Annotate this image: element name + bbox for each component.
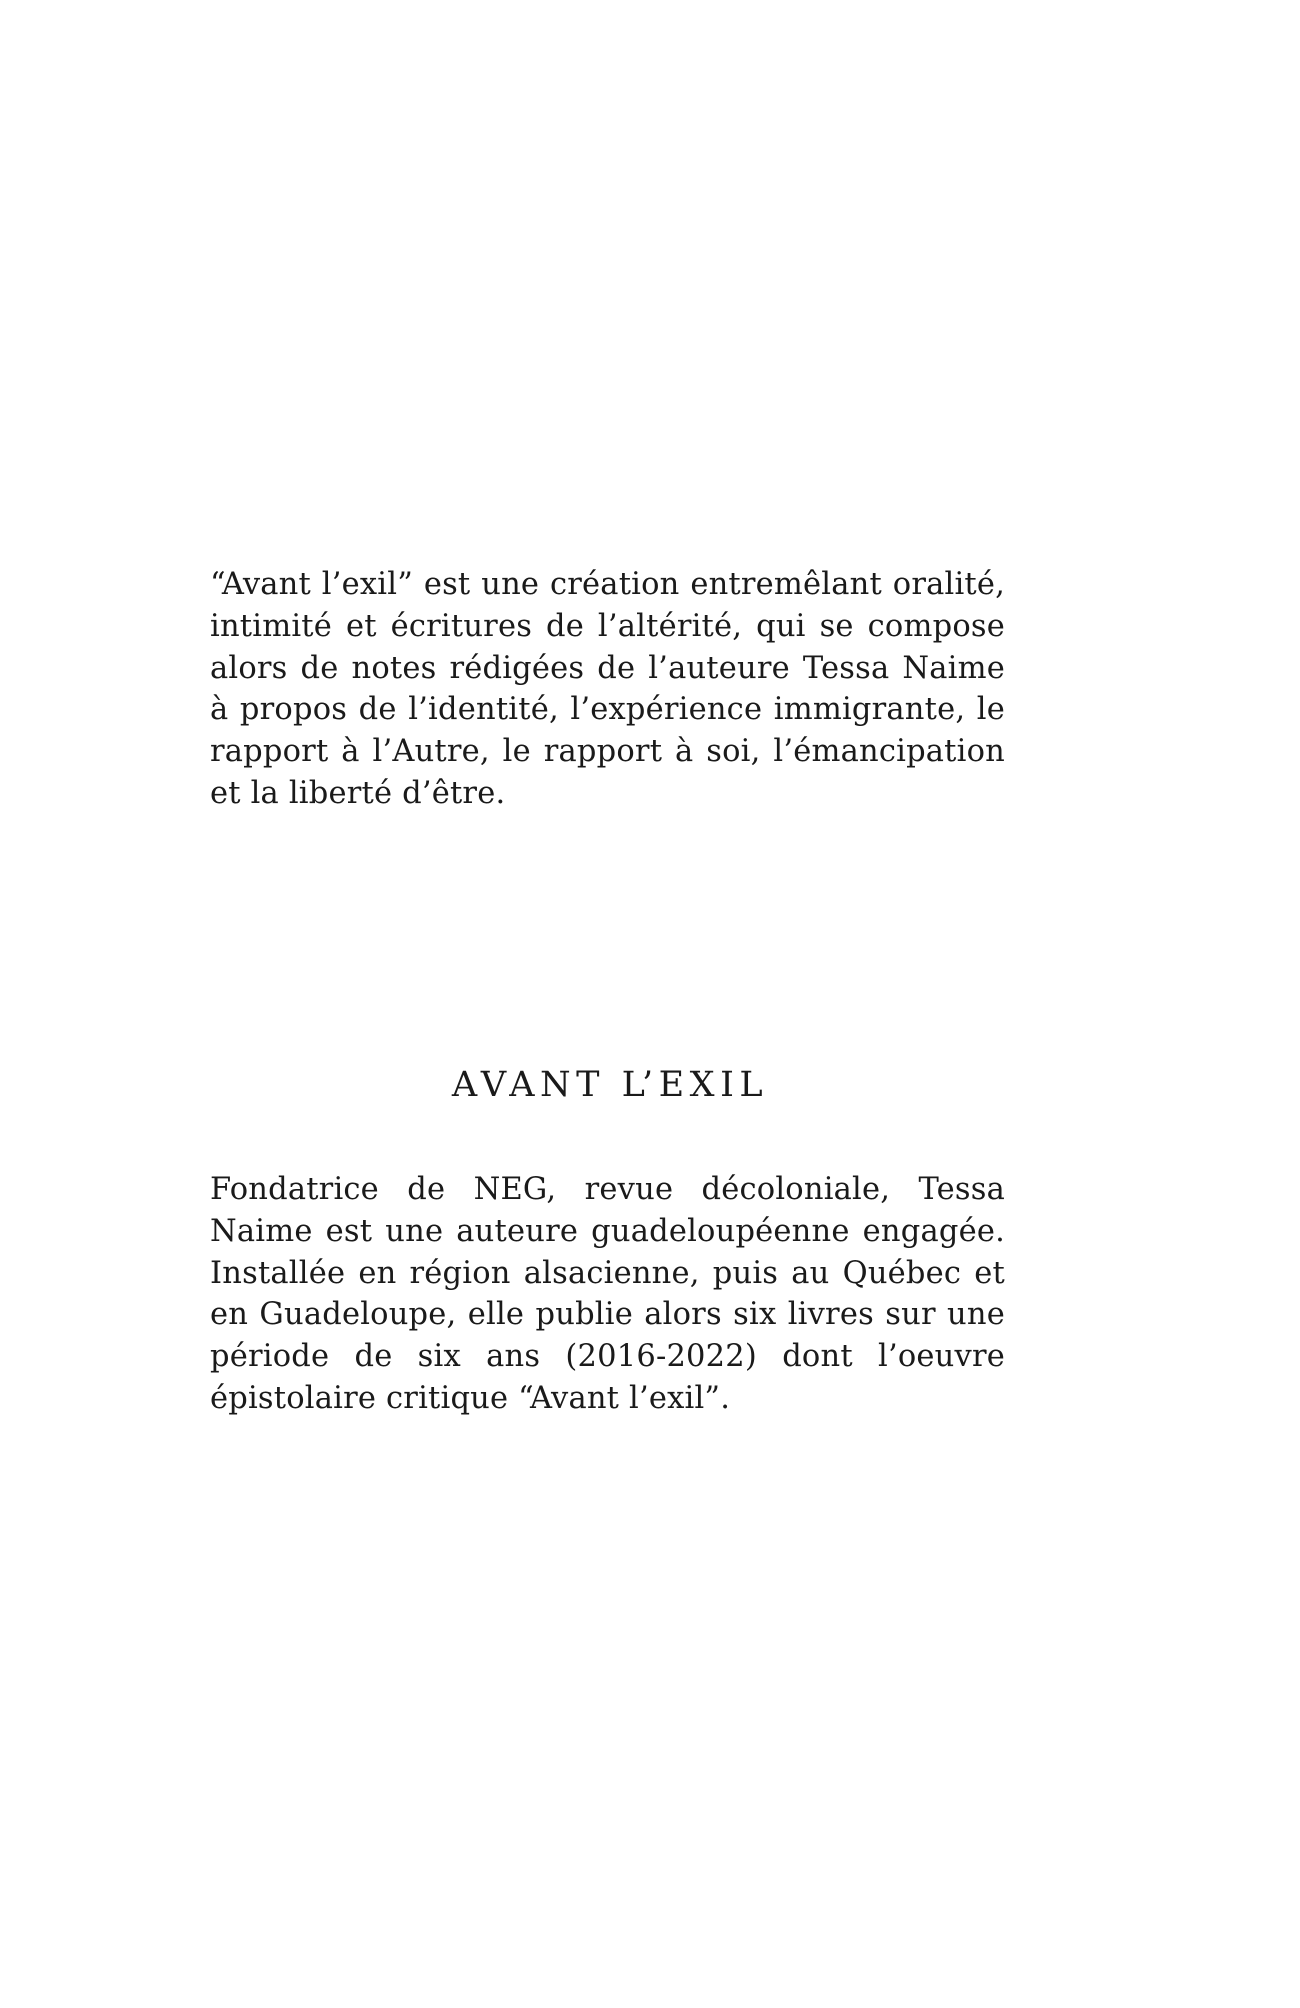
author-bio-paragraph: Fondatrice de NEG, revue décoloniale, Tessa Naime est une auteure guadeloupéenne engagée. Installée en région alsacienne, puis au Québec et en Guadeloupe, elle publie alors six livres sur une période de six ans (2016-2022) dont l’oeuvre épistolaire critique “Avant l’exil”. (210, 1172, 1005, 1416)
book-description-paragraph: “Avant l’exil” est une création entremêlant oralité, intimité et écritures de l’altérité, qui se compose alors de notes rédigées de l’auteure Tessa Naime à propos de l’identité, l’expérience immigrante, le rapport à l’Autre, le rapport à soi, l’émancipation et la liberté d’être. (210, 567, 1005, 811)
book-title: AVANT L’EXIL (451, 1065, 769, 1105)
